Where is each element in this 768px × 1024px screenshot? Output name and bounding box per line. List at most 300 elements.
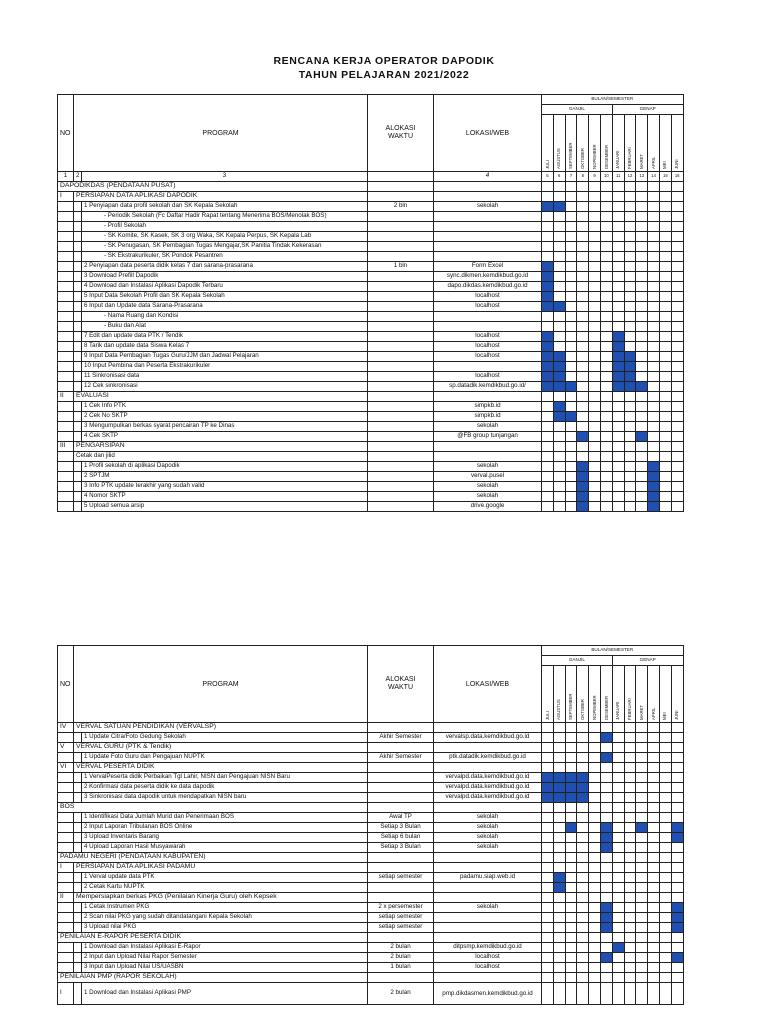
schedule-cell <box>542 813 554 823</box>
schedule-cell <box>659 863 671 873</box>
program-item: 4 Nomor SKTP <box>82 492 368 502</box>
program-item: 2 Penyiapan data peserta didik kelas 7 dan sarana-prasarana <box>82 262 368 272</box>
schedule-cell <box>542 252 554 262</box>
alokasi-cell <box>368 883 434 893</box>
schedule-cell <box>624 492 636 502</box>
schedule-cell <box>636 422 648 432</box>
alokasi-cell: setiap semester <box>368 913 434 923</box>
schedule-cell <box>612 893 624 903</box>
header-alokasi-line2: WAKTU <box>388 684 414 691</box>
schedule-cell <box>601 342 613 352</box>
schedule-cell <box>577 442 589 452</box>
schedule-cell <box>659 182 671 192</box>
table-row <box>58 843 684 853</box>
program-item: 2 Konfirmasi data peserta didik ke data dapodik <box>82 783 368 793</box>
row-spacer <box>74 793 82 803</box>
month-header-maret: MARET <box>636 115 648 172</box>
schedule-cell <box>601 272 613 282</box>
schedule-cell <box>601 933 613 943</box>
row-number <box>58 833 74 843</box>
schedule-cell <box>577 332 589 342</box>
schedule-cell <box>659 853 671 863</box>
row-spacer <box>74 502 82 512</box>
schedule-cell <box>636 492 648 502</box>
month-header-april: APRIL <box>648 666 660 723</box>
schedule-cell <box>659 903 671 913</box>
schedule-cell <box>659 783 671 793</box>
program-item: 1 Verval update data PTK <box>82 873 368 883</box>
schedule-cell <box>624 482 636 492</box>
lokasi-cell: ditpsmp.kemdikbud.go.id <box>434 943 542 953</box>
table-row <box>58 933 684 943</box>
schedule-cell <box>589 813 601 823</box>
schedule-cell <box>589 452 601 462</box>
alokasi-cell <box>368 372 434 382</box>
lokasi-cell: @FB group tunjangan <box>434 432 542 442</box>
row-spacer <box>74 833 82 843</box>
schedule-cell <box>612 302 624 312</box>
schedule-cell <box>601 883 613 893</box>
schedule-cell-active <box>553 302 565 312</box>
schedule-cell <box>636 943 648 953</box>
schedule-cell <box>589 983 601 1005</box>
row-number <box>58 482 74 492</box>
schedule-cell <box>624 242 636 252</box>
schedule-cell <box>601 743 613 753</box>
schedule-cell <box>612 322 624 332</box>
schedule-cell-active <box>636 382 648 392</box>
month-header-juli: JULI <box>542 115 554 172</box>
schedule-cell <box>624 823 636 833</box>
table-row <box>58 432 684 442</box>
lokasi-cell: localhost <box>434 963 542 973</box>
schedule-cell <box>671 262 683 272</box>
schedule-cell <box>542 873 554 883</box>
table-row <box>58 232 684 242</box>
program-item: 4 Cek SKTP <box>82 432 368 442</box>
schedule-cell <box>671 763 683 773</box>
schedule-cell <box>624 913 636 923</box>
schedule-cell-active <box>671 923 683 933</box>
schedule-cell <box>624 853 636 863</box>
lokasi-cell: sekolah <box>434 813 542 823</box>
table-row <box>58 272 684 282</box>
schedule-cell <box>553 803 565 813</box>
table-row <box>58 192 684 202</box>
row-number <box>58 322 74 332</box>
month-header-desember: DESEMBER <box>601 115 613 172</box>
schedule-cell-active <box>601 843 613 853</box>
lokasi-cell <box>434 923 542 933</box>
alokasi-cell <box>368 893 434 903</box>
schedule-cell <box>671 372 683 382</box>
alokasi-cell <box>368 242 434 252</box>
schedule-cell <box>542 733 554 743</box>
schedule-cell <box>601 332 613 342</box>
schedule-cell <box>601 863 613 873</box>
schedule-cell <box>624 292 636 302</box>
schedule-cell <box>624 202 636 212</box>
row-spacer <box>74 773 82 783</box>
schedule-cell <box>565 332 577 342</box>
schedule-cell <box>612 923 624 933</box>
work-plan-table-1 <box>57 94 683 512</box>
schedule-cell <box>671 492 683 502</box>
program-item: 3 Download Prefill Dapodik <box>82 272 368 282</box>
row-spacer <box>74 472 82 482</box>
program-item: 3 Upload nilai PKG <box>82 923 368 933</box>
schedule-cell-active <box>612 332 624 342</box>
schedule-cell-active <box>671 903 683 913</box>
schedule-cell <box>671 302 683 312</box>
schedule-cell-active <box>542 342 554 352</box>
month-header-agustus: AGUSTUS <box>553 666 565 723</box>
column-number: 14 <box>648 172 660 182</box>
lokasi-cell <box>434 452 542 462</box>
schedule-cell <box>648 342 660 352</box>
schedule-cell <box>624 943 636 953</box>
schedule-cell <box>589 773 601 783</box>
row-number <box>58 843 74 853</box>
schedule-cell <box>624 983 636 1005</box>
schedule-cell <box>624 763 636 773</box>
table-row <box>58 793 684 803</box>
schedule-cell <box>589 362 601 372</box>
schedule-cell-active <box>624 372 636 382</box>
schedule-cell <box>601 322 613 332</box>
schedule-cell <box>589 903 601 913</box>
schedule-cell <box>671 452 683 462</box>
schedule-cell <box>612 282 624 292</box>
schedule-cell <box>612 462 624 472</box>
alokasi-cell: 2 bln <box>368 202 434 212</box>
schedule-cell <box>589 863 601 873</box>
alokasi-cell <box>368 282 434 292</box>
schedule-cell <box>565 342 577 352</box>
schedule-cell <box>648 352 660 362</box>
table-row <box>58 783 684 793</box>
schedule-cell <box>671 272 683 282</box>
table-row <box>58 973 684 983</box>
schedule-cell <box>648 402 660 412</box>
schedule-cell <box>542 432 554 442</box>
schedule-cell-active <box>553 773 565 783</box>
row-spacer <box>74 462 82 472</box>
row-number <box>58 312 74 322</box>
schedule-cell <box>542 422 554 432</box>
schedule-cell <box>636 352 648 362</box>
row-spacer <box>74 282 82 292</box>
schedule-cell-active <box>553 382 565 392</box>
lokasi-cell: localhost <box>434 953 542 963</box>
alokasi-cell <box>368 783 434 793</box>
lokasi-cell: sekolah <box>434 482 542 492</box>
schedule-cell <box>612 933 624 943</box>
table-row <box>58 923 684 933</box>
table-row <box>58 362 684 372</box>
column-number: 9 <box>589 172 601 182</box>
alokasi-cell: Akhir Semester <box>368 733 434 743</box>
row-number <box>58 783 74 793</box>
schedule-cell-active <box>577 432 589 442</box>
section-number: V <box>58 743 74 753</box>
row-number <box>58 943 74 953</box>
schedule-cell <box>589 342 601 352</box>
schedule-cell <box>659 322 671 332</box>
schedule-cell <box>542 452 554 462</box>
schedule-cell <box>659 803 671 813</box>
schedule-cell <box>648 432 660 442</box>
schedule-cell-active <box>577 783 589 793</box>
schedule-cell <box>624 863 636 873</box>
schedule-cell <box>542 472 554 482</box>
schedule-cell <box>636 242 648 252</box>
row-spacer <box>74 402 82 412</box>
schedule-cell <box>624 883 636 893</box>
schedule-cell <box>542 803 554 813</box>
lokasi-cell <box>434 853 542 863</box>
schedule-cell-active <box>612 342 624 352</box>
schedule-cell <box>648 422 660 432</box>
schedule-cell <box>577 252 589 262</box>
schedule-cell <box>648 753 660 763</box>
header-alokasi <box>368 95 434 172</box>
alokasi-cell <box>368 182 434 192</box>
schedule-cell-active <box>542 292 554 302</box>
schedule-cell <box>565 232 577 242</box>
schedule-cell <box>553 823 565 833</box>
table-row <box>58 472 684 482</box>
schedule-cell <box>636 873 648 883</box>
schedule-cell <box>624 402 636 412</box>
schedule-cell <box>612 843 624 853</box>
schedule-cell <box>671 743 683 753</box>
schedule-cell-active <box>542 352 554 362</box>
row-spacer <box>74 843 82 853</box>
month-header-agustus: AGUSTUS <box>553 115 565 172</box>
schedule-cell <box>589 322 601 332</box>
schedule-cell <box>589 883 601 893</box>
schedule-cell <box>648 252 660 262</box>
schedule-cell <box>624 893 636 903</box>
schedule-cell <box>542 312 554 322</box>
column-number: 2 <box>74 172 82 182</box>
schedule-cell <box>565 883 577 893</box>
table-row <box>58 462 684 472</box>
header-lokasi: LOKASI/WEB <box>434 95 542 172</box>
column-number: 4 <box>434 172 542 182</box>
header-alokasi-line1: ALOKASI <box>385 125 416 133</box>
schedule-cell <box>577 242 589 252</box>
schedule-cell <box>671 342 683 352</box>
schedule-cell <box>612 953 624 963</box>
schedule-cell <box>671 422 683 432</box>
schedule-cell <box>565 913 577 923</box>
schedule-cell <box>589 282 601 292</box>
section-number: I <box>58 863 74 873</box>
schedule-cell <box>636 372 648 382</box>
schedule-cell <box>577 192 589 202</box>
schedule-cell <box>624 783 636 793</box>
schedule-cell <box>565 302 577 312</box>
schedule-cell <box>601 222 613 232</box>
month-header-juni: JUNI <box>671 666 683 723</box>
header-bulan-semester: BULAN/SEMESTER <box>542 95 684 105</box>
schedule-cell <box>612 753 624 763</box>
column-number: 16 <box>671 172 683 182</box>
schedule-cell <box>671 312 683 322</box>
table-row <box>58 813 684 823</box>
table-row <box>58 372 684 382</box>
schedule-cell <box>612 422 624 432</box>
schedule-cell <box>589 943 601 953</box>
schedule-cell <box>553 392 565 402</box>
schedule-cell-active <box>553 783 565 793</box>
schedule-cell <box>648 923 660 933</box>
schedule-cell <box>671 733 683 743</box>
schedule-cell <box>589 913 601 923</box>
schedule-cell <box>601 783 613 793</box>
schedule-cell <box>589 272 601 282</box>
schedule-cell <box>671 292 683 302</box>
schedule-cell-active <box>542 262 554 272</box>
schedule-cell <box>565 873 577 883</box>
lokasi-cell <box>434 392 542 402</box>
alokasi-cell <box>368 382 434 392</box>
schedule-cell <box>542 763 554 773</box>
schedule-cell <box>589 382 601 392</box>
schedule-cell <box>589 933 601 943</box>
schedule-cell <box>648 973 660 983</box>
lokasi-cell <box>434 763 542 773</box>
table-row <box>58 252 684 262</box>
schedule-cell <box>636 442 648 452</box>
schedule-cell <box>624 342 636 352</box>
row-number <box>58 472 74 482</box>
schedule-cell <box>577 823 589 833</box>
schedule-cell <box>553 753 565 763</box>
alokasi-cell: setiap semester <box>368 873 434 883</box>
row-number <box>58 432 74 442</box>
table-row <box>58 763 684 773</box>
schedule-cell <box>601 893 613 903</box>
work-plan-table-2 <box>57 645 683 1005</box>
schedule-cell <box>624 743 636 753</box>
schedule-cell <box>624 212 636 222</box>
schedule-cell <box>671 983 683 1005</box>
schedule-cell <box>659 492 671 502</box>
schedule-cell <box>636 863 648 873</box>
schedule-cell-active <box>671 823 683 833</box>
schedule-cell <box>577 282 589 292</box>
schedule-cell <box>601 372 613 382</box>
row-spacer <box>74 322 82 332</box>
alokasi-cell <box>368 803 434 813</box>
lokasi-cell: sync.dikmen.kemdikbud.go.id <box>434 272 542 282</box>
schedule-cell <box>659 252 671 262</box>
schedule-cell <box>577 813 589 823</box>
schedule-cell <box>565 733 577 743</box>
schedule-cell <box>671 803 683 813</box>
schedule-cell <box>659 743 671 753</box>
month-header-januari: JANUARI <box>612 115 624 172</box>
schedule-cell <box>589 372 601 382</box>
schedule-cell <box>542 883 554 893</box>
schedule-cell <box>624 192 636 202</box>
schedule-cell <box>659 923 671 933</box>
schedule-cell <box>565 743 577 753</box>
table-row <box>58 202 684 212</box>
section-title: Mempersiapkan berkas PKG (Penilaian Kinerja Guru) oleh Kepsek <box>74 893 368 903</box>
row-number <box>58 252 74 262</box>
schedule-cell <box>612 863 624 873</box>
lokasi-cell <box>434 893 542 903</box>
schedule-cell <box>553 843 565 853</box>
lokasi-cell: sekolah <box>434 903 542 913</box>
schedule-cell <box>659 893 671 903</box>
schedule-cell <box>589 432 601 442</box>
schedule-cell <box>612 763 624 773</box>
schedule-cell <box>553 833 565 843</box>
alokasi-cell: Setiap 3 Bulan <box>368 843 434 853</box>
schedule-cell <box>624 312 636 322</box>
table-row <box>58 833 684 843</box>
schedule-cell <box>636 923 648 933</box>
schedule-cell-active <box>601 833 613 843</box>
schedule-cell <box>577 923 589 933</box>
row-number <box>58 202 74 212</box>
schedule-cell <box>565 723 577 733</box>
schedule-cell <box>542 843 554 853</box>
schedule-cell <box>636 302 648 312</box>
schedule-cell <box>612 432 624 442</box>
schedule-cell <box>577 853 589 863</box>
row-number <box>58 342 74 352</box>
program-item: 6 Input dan Update data Sarana-Prasarana <box>82 302 368 312</box>
table-row <box>58 953 684 963</box>
schedule-cell <box>601 302 613 312</box>
schedule-cell <box>612 392 624 402</box>
schedule-cell <box>659 222 671 232</box>
program-item: 3 Mengumpulkan berkas syarat pencairan TP ke Dinas <box>82 422 368 432</box>
schedule-cell <box>553 472 565 482</box>
schedule-cell <box>612 442 624 452</box>
section-number: VI <box>58 763 74 773</box>
lokasi-cell: ptk.datadik.kemdikbud.go.id <box>434 753 542 763</box>
schedule-cell <box>577 182 589 192</box>
program-item: 1 Update Citra/Foto Gedung Sekolah <box>82 733 368 743</box>
schedule-cell <box>577 322 589 332</box>
schedule-cell <box>542 392 554 402</box>
schedule-cell <box>565 202 577 212</box>
month-header-februari: FEBRUARI <box>624 666 636 723</box>
schedule-cell <box>565 322 577 332</box>
row-spacer <box>74 292 82 302</box>
alokasi-cell <box>368 973 434 983</box>
schedule-cell <box>612 402 624 412</box>
schedule-cell <box>553 953 565 963</box>
schedule-cell <box>636 212 648 222</box>
schedule-cell <box>565 352 577 362</box>
section-title: VERVAL PESERTA DIDIK <box>74 763 368 773</box>
schedule-cell <box>636 222 648 232</box>
schedule-cell-active <box>565 773 577 783</box>
schedule-cell <box>542 833 554 843</box>
schedule-cell <box>542 943 554 953</box>
schedule-cell <box>671 502 683 512</box>
header-genap: GENAP <box>612 656 683 666</box>
header-no: NO <box>58 646 74 723</box>
